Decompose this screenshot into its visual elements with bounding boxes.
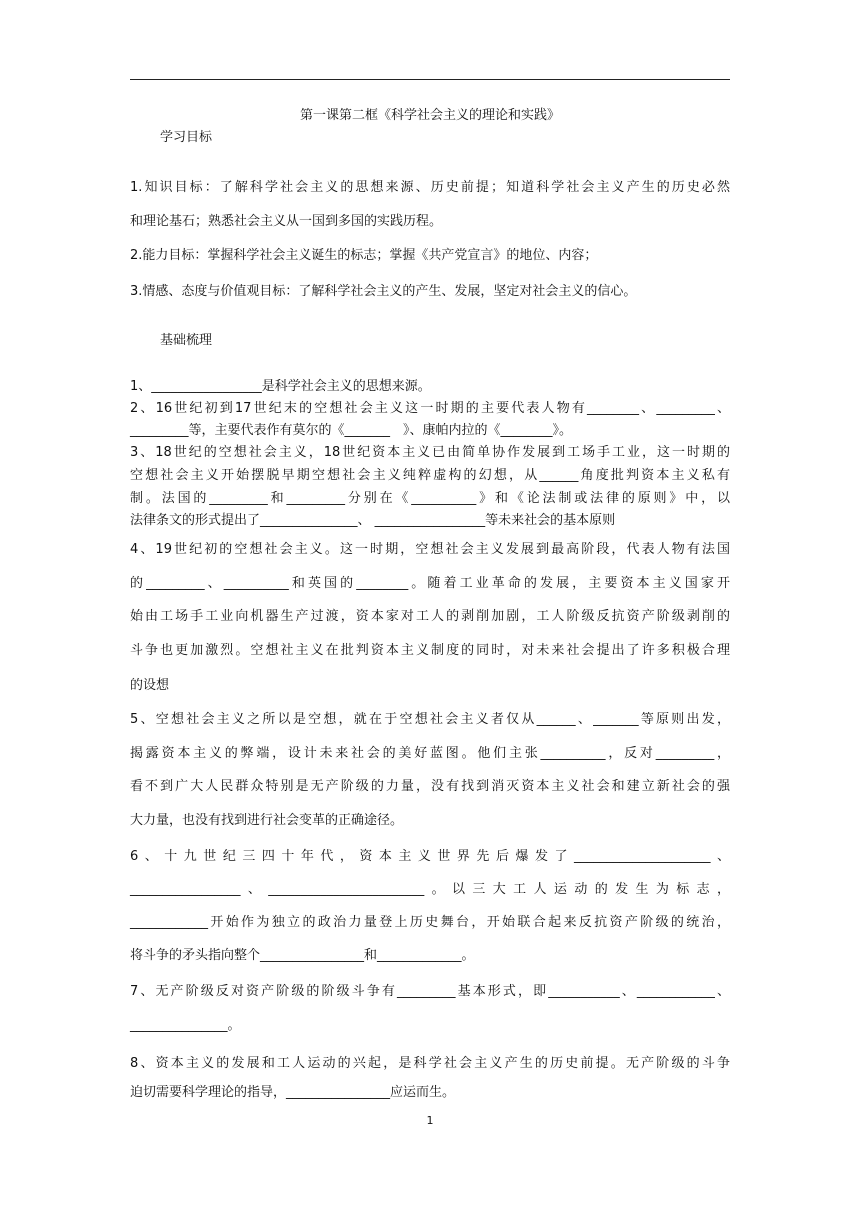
exercise-line: 空想社会主义开始摆脱早期空想社会主义纯粹虚构的幻想，从______角度批判资本主义私有	[130, 468, 730, 483]
exercise-line: 8、资本主义的发展和工人运动的兴起，是科学社会主义产生的历史前提。无产阶级的斗争	[130, 1056, 730, 1071]
exercise-line: 大力量，也没有找到进行社会变革的正确途径。	[130, 813, 404, 828]
exercise-line: _________________、________________________。以三大工人运动的发生为标志，	[130, 882, 730, 897]
header-rule	[130, 79, 730, 80]
exercise-line: 斗争也更加激烈。空想社主义在批判资本主义制度的同时，对未来社会提出了许多积极合理	[130, 643, 730, 658]
exercise-line: 2、16世纪初到17世纪末的空想社会主义这一时期的主要代表人物有________、_________、	[130, 401, 730, 416]
exercise-line: 法律条文的形式提出了_______________、 _________________等未来社会的基本原则	[130, 513, 616, 528]
exercise-line: _______________。	[130, 1018, 241, 1033]
exercise-line: 迫切需要科学理论的指导，________________应运而生。	[130, 1085, 456, 1100]
exercise-line: ____________开始作为独立的政治力量登上历史舞台，开始联合起来反抗资产阶级的统治，	[130, 915, 730, 930]
exercise-line: 看不到广大人民群众特别是无产阶级的力量，没有找到消灭资本主义社会和建立新社会的强	[130, 779, 730, 794]
exercise-line: 3、18世纪的空想社会主义，18世纪资本主义已由简单协作发展到工场手工业，这一时期的	[130, 445, 730, 460]
exercise-line: 的_________、__________和英国的________。随着工业革命的发展，主要资本主义国家开	[130, 576, 730, 591]
objective-line: 3.情感、态度与价值观目标：了解科学社会主义的产生、发展，坚定对社会主义的信心。	[130, 284, 637, 299]
exercise-line: 6、十九世纪三四十年代，资本主义世界先后爆发了_____________________、	[130, 849, 730, 864]
objective-line: 1.知识目标：了解科学社会主义的思想来源、历史前提；知道科学社会主义产生的历史必然	[130, 180, 730, 195]
basics-heading: 基础梳理	[160, 333, 213, 348]
exercise-line: 始由工场手工业向机器生产过渡，资本家对工人的剥削加剧，工人阶级反抗资产阶级剥削的	[130, 609, 730, 624]
objective-line: 2.能力目标：掌握科学社会主义诞生的标志；掌握《共产党宣言》的地位、内容；	[130, 248, 598, 263]
exercise-line: 制。法国的_________和_________分别在《__________》和《论法制或法律的原则》中，以	[130, 491, 730, 506]
exercise-line: 的设想	[130, 678, 170, 693]
objective-line: 和理论基石；熟悉社会主义从一国到多国的实践历程。	[130, 214, 443, 229]
objectives-heading: 学习目标	[160, 130, 213, 145]
exercise-line: 4、19世纪初的空想社会主义。这一时期，空想社会主义发展到最高阶段，代表人物有法国	[130, 542, 730, 557]
exercise-line: 揭露资本主义的弊端，设计未来社会的美好蓝图。他们主张__________，反对_________，	[130, 746, 730, 761]
exercise-line: 5、空想社会主义之所以是空想，就在于空想社会主义者仅从______、_______等原则出发，	[130, 712, 730, 727]
exercise-line: _________等，主要代表作有莫尔的《_______ 》、康帕内拉的《________》。	[130, 423, 573, 438]
page-number: 1	[426, 1114, 434, 1127]
exercise-line: 将斗争的矛头指向整个________________和_____________。	[130, 948, 475, 963]
document-title: 第一课第二框《科学社会主义的理论和实践》	[299, 108, 560, 123]
exercise-line: 1、_________________是科学社会主义的思想来源。	[130, 379, 431, 394]
exercise-line: 7、无产阶级反对资产阶级的阶级斗争有_________基本形式，即___________、____________、	[130, 984, 730, 999]
